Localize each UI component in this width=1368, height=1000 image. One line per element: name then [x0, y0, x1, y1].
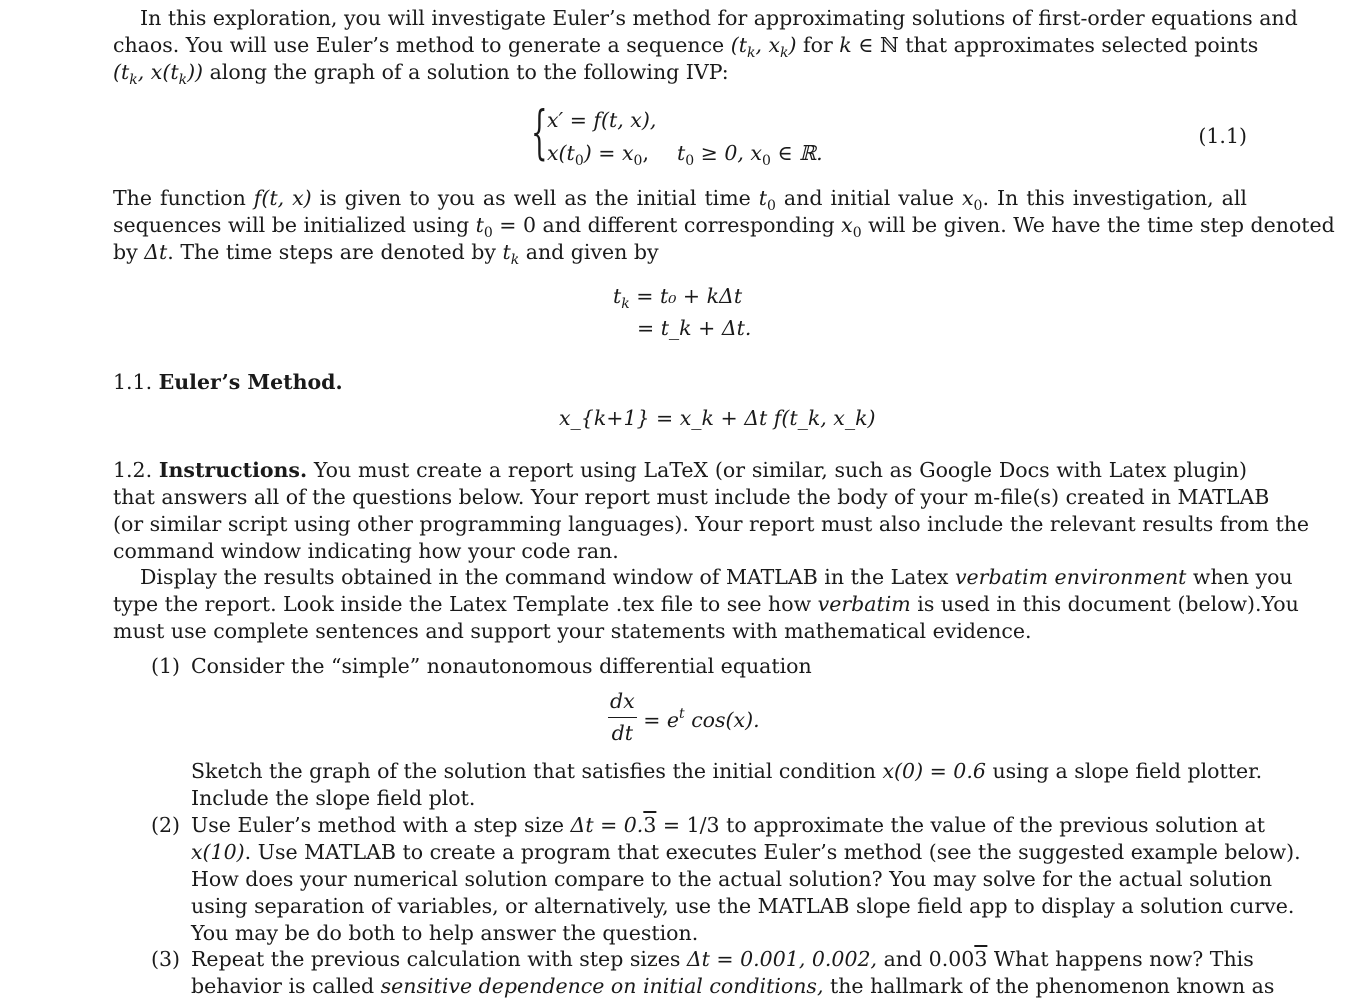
question-text: using separation of variables, or alternatively, use the MATLAB slope field app to display a solution curve.	[191, 894, 1295, 918]
para2-line-1: The function f(t, x) is given to you as well as the initial time $t_0$ and initial value $x_0$. In this investigation, all	[113, 186, 1247, 214]
section2-line-2: that answers all of the questions below. Your report must include the body of your m-file(s) created in MATLAB	[113, 485, 1270, 509]
section2-line-3: (or similar script using other programming languages). Your report must also include the relevant results from the	[113, 512, 1310, 536]
section2-line-1: 1.2. Instructions. You must create a report using LaTeX (or similar, such as Google Docs with Latex plugin)	[113, 458, 1247, 482]
section-heading-euler: 1.1. Euler’s Method.	[113, 370, 343, 394]
latex-logo: LaTeX	[643, 458, 709, 482]
question-number: (3)	[151, 947, 181, 971]
question-text: x(10). Use MATLAB to create a program that executes Euler’s method (see the suggested example below).	[191, 840, 1301, 864]
equation-number-1-1: (1.1)	[1198, 124, 1247, 148]
intro-line-3: ($t_k$, $x(t_k)$) along the graph of a solution to the following IVP:	[113, 60, 729, 88]
question-text: Use Euler’s method with a step size Δt = 0.3 = 1/3 to approximate the value of the previous solution at	[191, 813, 1266, 837]
euler-formula: x_{k+1} = x_k + Δt f(t_k, x_k)	[559, 406, 876, 430]
section2-line-7: must use complete sentences and support your statements with mathematical evidence.	[113, 619, 1032, 643]
para2-line-3: by Δt. The time steps are denoted by $t_k$ and given by	[113, 240, 659, 268]
intro-line-2: chaos. You will use Euler’s method to generate a sequence ($t_k$, $x_k$) for k ∈ ℕ that approximates selected points	[113, 33, 1259, 61]
section2-line-4: command window indicating how your code ran.	[113, 539, 619, 563]
section2-line-5: Display the results obtained in the command window of MATLAB in the Latex verbatim environment when you	[140, 565, 1293, 589]
ivp-row-2: $x(t_0) = x_0$, $t_0 \ge 0$, $x_0$ ∈ ℝ.	[547, 141, 823, 169]
timestep-eq-1: $t_k = t_0 + k\Delta t$	[613, 284, 743, 312]
question-number: (1)	[151, 654, 181, 678]
ivp-row-1: x′ = f(t, x),	[547, 108, 657, 132]
question-number: (2)	[151, 813, 181, 837]
question-text: Include the slope field plot.	[191, 786, 476, 810]
ivp-brace: {	[531, 98, 548, 166]
question-text: Repeat the previous calculation with step sizes Δt = 0.001, 0.002, and 0.003 What happens now? This	[191, 947, 1254, 971]
ode-equation: $\frac{dx}{dt}$ = $e^t$ cos(x).	[610, 689, 760, 745]
question-text: Consider the “simple” nonautonomous differential equation	[191, 654, 812, 678]
question-text: How does your numerical solution compare to the actual solution? You may solve for the actual solution	[191, 867, 1273, 891]
para2-line-2: sequences will be initialized using $t_0 = 0$ and different corresponding $x_0$ will be given. We have the time step denoted	[113, 213, 1335, 241]
timestep-eq-2: = t_k + Δt.	[637, 316, 752, 340]
intro-line-1: In this exploration, you will investigate Euler’s method for approximating solutions of first-order equations and	[140, 6, 1298, 30]
question-text: Sketch the graph of the solution that satisfies the initial condition x(0) = 0.6 using a slope field plotter.	[191, 759, 1263, 783]
section2-line-6: type the report. Look inside the Latex Template .tex file to see how verbatim is used in this document (below).You	[113, 592, 1299, 616]
question-text: behavior is called sensitive dependence on initial conditions, the hallmark of the phenomenon known as	[191, 974, 1275, 998]
question-text: You may be do both to help answer the question.	[191, 921, 699, 945]
